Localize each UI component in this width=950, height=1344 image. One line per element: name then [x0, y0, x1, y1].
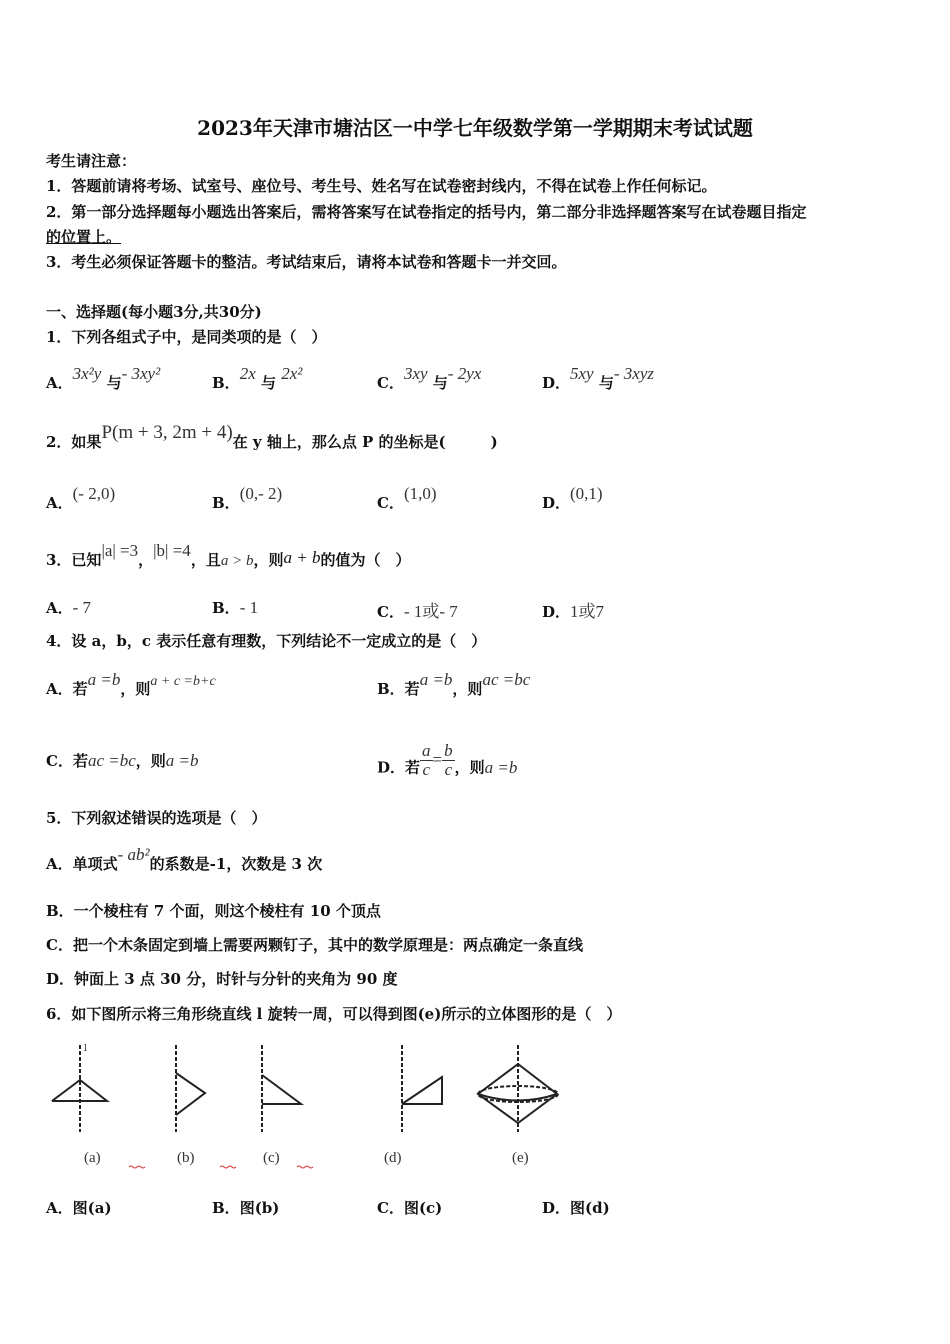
q1-option-b: B．2x 与 2x² — [212, 364, 303, 392]
figure-label-c: (c) — [263, 1150, 280, 1166]
figure-label-e: (e) — [512, 1150, 529, 1166]
q3-option-c: C．- 1或- 7 — [377, 602, 458, 621]
figure-b — [176, 1045, 205, 1132]
q4-option-c: C．若ac =bc，则a =b — [46, 751, 199, 770]
figure-c — [262, 1045, 301, 1132]
q4-option-a: A．若a =b，则a + c =b+c — [46, 670, 216, 698]
question-1-stem: 1．下列各组式子中，是同类项的是（ ） — [46, 328, 327, 346]
q5-option-b: B．一个棱柱有 7 个面，则这个棱柱有 10 个顶点 — [46, 902, 381, 920]
q2-option-d: D．(0,1) — [542, 484, 603, 512]
notice-item: 的位置上。 — [46, 228, 122, 246]
q6-option-c: C．图(c) — [377, 1199, 443, 1217]
q1-option-a: A．3x²y 与- 3xy² — [46, 364, 161, 392]
q2-option-b: B．(0,- 2) — [212, 484, 283, 512]
fraction-b-over-c: $\frac{b}{c}$ — [444, 741, 453, 779]
section-heading: 一、选择题(每小题3分,共30分) — [46, 303, 262, 321]
q6-option-a: A．图(a) — [46, 1199, 112, 1217]
notice-item: 3．考生必须保证答题卡的整洁。考试结束后，请将本试卷和答题卡一并交回。 — [46, 253, 567, 271]
q2-option-c: C．(1,0) — [377, 484, 437, 512]
svg-text:l: l — [84, 1044, 87, 1054]
notice-heading: 考生请注意： — [46, 152, 137, 170]
q2-option-a: A．(- 2,0) — [46, 484, 116, 512]
page-title: 2023年天津市塘沽区一中学七年级数学第一学期期末考试试题 — [197, 116, 753, 140]
q6-option-d: D．图(d) — [542, 1199, 610, 1217]
q3-option-d: D．1或7 — [542, 602, 605, 621]
figure-a — [52, 1044, 107, 1132]
question-3-stem: 3．已知|a| =3，|b| =4，且a > b，则a + b的值为（ ） — [46, 541, 411, 569]
q1-option-d: D．5xy 与- 3xyz — [542, 364, 654, 392]
notice-item: 1．答题前请将考场、试室号、座位号、考生号、姓名写在试卷密封线内，不得在试卷上作任何标记。 — [46, 177, 717, 195]
q6-option-b: B．图(b) — [212, 1199, 280, 1217]
question-6-stem: 6．如下图所示将三角形绕直线 l 旋转一周，可以得到图(e)所示的立体图形的是（ ） — [46, 1005, 622, 1023]
figure-d — [402, 1045, 442, 1132]
q4-option-d: D．若 $\frac{a}{c}$ = $\frac{b}{c}$ ，则a =b — [377, 741, 518, 779]
rotation-figures — [40, 1035, 600, 1175]
q3-option-b: B．- 1 — [212, 598, 259, 617]
figure-e — [478, 1045, 558, 1132]
question-4-stem: 4．设 a，b，c 表示任意有理数，下列结论不一定成立的是（ ） — [46, 632, 487, 650]
figure-label-d: (d) — [384, 1150, 402, 1166]
q1-option-c: C．3xy 与- 2yx — [377, 364, 482, 392]
figure-label-b: (b) — [177, 1150, 195, 1166]
notice-item: 2．第一部分选择题每小题选出答案后，需将答案写在试卷指定的括号内，第二部分非选择题答案写在试卷题目指定 — [46, 203, 807, 221]
q4-option-b: B．若a =b，则ac =bc — [377, 670, 531, 698]
q5-option-a: A．单项式- ab²的系数是-1，次数是 3 次 — [46, 845, 323, 873]
fraction-a-over-c: $\frac{a}{c}$ — [422, 741, 431, 779]
question-2-stem: 2．如果P(m + 3, 2m + 4)在 y 轴上，那么点 P 的坐标是( ) — [46, 422, 498, 451]
question-5-stem: 5．下列叙述错误的选项是（ ） — [46, 809, 267, 827]
q5-option-c: C．把一个木条固定到墙上需要两颗钉子，其中的数学原理是：两点确定一条直线 — [46, 936, 583, 954]
figure-label-a: (a) — [84, 1150, 101, 1166]
q5-option-d: D．钟面上 3 点 30 分，时针与分针的夹角为 90 度 — [46, 970, 398, 988]
q3-option-a: A．- 7 — [46, 598, 92, 617]
